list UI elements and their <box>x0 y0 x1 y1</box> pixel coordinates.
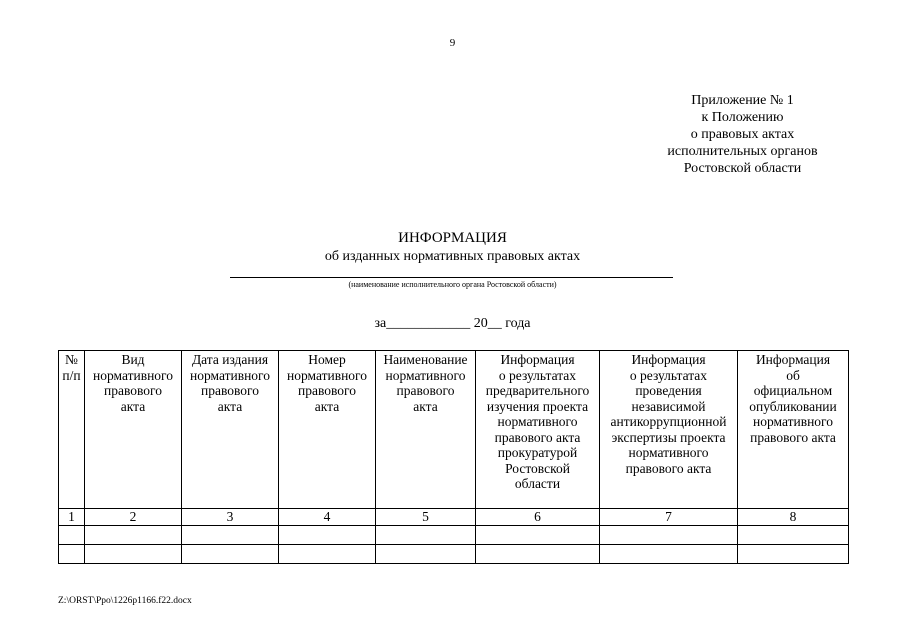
header-cell-anticorruption-expertise: Информация о результатах проведения независимой антикоррупционной экспертизы проекта нормативного правового акта <box>600 351 738 509</box>
empty-cell <box>376 545 476 564</box>
empty-cell <box>738 526 849 545</box>
empty-cell <box>59 545 85 564</box>
empty-cell <box>600 526 738 545</box>
appendix-heading <box>640 92 845 177</box>
header-cell-issue-date: Дата издания нормативного правового акта <box>182 351 279 509</box>
empty-cell <box>476 545 600 564</box>
organization-name-line <box>230 277 673 278</box>
column-number-cell: 5 <box>376 509 476 526</box>
header-cell-prosecutor-review: Информация о результатах предварительного изучения проекта нормативного правового акта прокуратурой Ростовской области <box>476 351 600 509</box>
header-cell-act-name: Наименование нормативного правового акта <box>376 351 476 509</box>
column-number-cell: 4 <box>279 509 376 526</box>
header-cell-official-publication: Информация об официальном опубликовании нормативного правового акта <box>738 351 849 509</box>
header-cell-act-number: Номер нормативного правового акта <box>279 351 376 509</box>
acts-report-table <box>58 350 849 564</box>
empty-cell <box>600 545 738 564</box>
empty-cell <box>279 545 376 564</box>
appendix-line: исполнительных органов <box>667 144 818 159</box>
empty-cell <box>279 526 376 545</box>
empty-cell <box>59 526 85 545</box>
column-number-cell: 7 <box>600 509 738 526</box>
empty-cell <box>376 526 476 545</box>
empty-cell <box>85 526 182 545</box>
column-number-cell: 2 <box>85 509 182 526</box>
table-row <box>59 526 849 545</box>
file-path-footer: Z:\ORST\Ppo\1226p1166.f22.docx <box>58 596 192 606</box>
table-header-row <box>59 351 849 509</box>
header-cell-act-type: Вид нормативного правового акта <box>85 351 182 509</box>
header-cell-number: № п/п <box>59 351 85 509</box>
appendix-line: к Положению <box>701 110 784 125</box>
page-number: 9 <box>449 37 456 49</box>
organization-name-caption: (наименование исполнительного органа Ростовской области) <box>348 280 557 289</box>
empty-cell <box>85 545 182 564</box>
empty-cell <box>182 526 279 545</box>
column-number-row <box>59 509 849 526</box>
column-number-cell: 6 <box>476 509 600 526</box>
empty-cell <box>476 526 600 545</box>
report-period: за____________ 20__ года <box>374 316 531 331</box>
appendix-line: о правовых актах <box>690 127 795 142</box>
empty-cell <box>738 545 849 564</box>
column-number-cell: 8 <box>738 509 849 526</box>
empty-cell <box>182 545 279 564</box>
document-title: ИНФОРМАЦИЯ <box>398 230 507 246</box>
document-subtitle: об изданных нормативных правовых актах <box>324 249 581 264</box>
appendix-line: Приложение № 1 <box>691 93 794 108</box>
column-number-cell: 1 <box>59 509 85 526</box>
table-row <box>59 545 849 564</box>
appendix-line: Ростовской области <box>683 161 802 176</box>
column-number-cell: 3 <box>182 509 279 526</box>
